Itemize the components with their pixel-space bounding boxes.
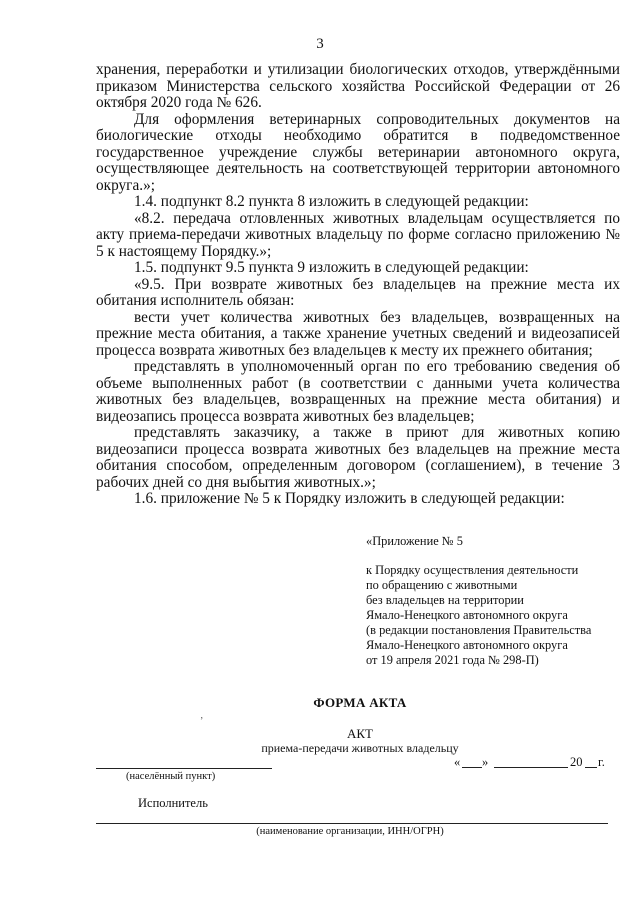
scan-mark: ʼ [200, 716, 204, 727]
paragraph: представлять в уполномоченный орган по его требованию сведения об объеме выполненных работ (в соответствии с данными учета количества животных без владельцев, возвращенных на прежние места обитания) и видеозапись процесса возврата животных без владельцев; [96, 358, 620, 425]
date-close-quote: » [482, 755, 489, 769]
appendix-line: от 19 апреля 2021 года № 298-П) [366, 653, 539, 667]
paragraph: 1.4. подпункт 8.2 пункта 8 изложить в следующей редакции: [134, 193, 529, 210]
day-line [462, 767, 482, 768]
organization-caption: (наименование организации, ИНН/ОГРН) [256, 826, 444, 837]
paragraph: 1.5. подпункт 9.5 пункта 9 изложить в следующей редакции: [134, 259, 529, 276]
paragraph: Для оформления ветеринарных сопроводительных документов на биологические отходы необходимо обратится в подведомственное государственное учреждение службы ветеринарии автономного округа, осуществляющее деятельность на соответствующей территории автономного округа.»; [96, 110, 620, 194]
organization-line [96, 823, 608, 824]
appendix-title: «Приложение № 5 [366, 534, 463, 548]
appendix-line: Ямало-Ненецкого автономного округа [366, 608, 568, 622]
paragraph: вести учет количества животных без владельцев, возвращенных на прежние места обитания, а также хранение учетных сведений и видеозаписей процесса возврата животных без владельцев к месту их прежнего обитания; [96, 308, 620, 359]
paragraph: «8.2. передача отловленных животных владельцам осуществляется по акту приема-передачи животных владельцу по форме согласно приложению № 5 к настоящему Порядку.»; [96, 209, 620, 260]
page-number: 3 [316, 36, 324, 52]
paragraph: «9.5. При возврате животных без владельцев на прежние места их обитания исполнитель обязан: [96, 275, 620, 309]
form-heading: ФОРМА АКТА [313, 695, 407, 710]
year-prefix: 20 [570, 755, 583, 769]
appendix-line: без владельцев на территории [366, 593, 524, 607]
year-line [585, 767, 597, 768]
appendix-line: по обращению с животными [366, 578, 518, 592]
appendix-line: Ямало-Ненецкого автономного округа [366, 638, 568, 652]
act-title: АКТ [347, 726, 373, 741]
paragraph: 1.6. приложение № 5 к Порядку изложить в следующей редакции: [134, 490, 565, 507]
document-body [96, 62, 620, 508]
month-line [494, 767, 568, 768]
settlement-line [96, 768, 272, 769]
appendix-line: (в редакции постановления Правительства [366, 623, 592, 637]
paragraph: хранения, переработки и утилизации биологических отходов, утверждёнными приказом Министерства сельского хозяйства Российской Федерации от 26 октября 2020 года № 626. [96, 61, 620, 111]
appendix-block [366, 534, 626, 668]
act-subtitle: приема-передачи животных владельцу [261, 741, 459, 755]
appendix-line: к Порядку осуществления деятельности [366, 563, 579, 577]
date-open-quote: « [454, 755, 461, 769]
year-suffix: г. [598, 755, 605, 769]
paragraph: представлять заказчику, а также в приют для животных копию видеозаписи процесса возврата животных без владельцев на прежние места обитания способом, определенным договором (соглашением), в течение 3 рабочих дней со дня выбытия животных.»; [96, 424, 620, 491]
settlement-caption: (населённый пункт) [126, 771, 216, 782]
executor-label: Исполнитель [138, 796, 208, 810]
